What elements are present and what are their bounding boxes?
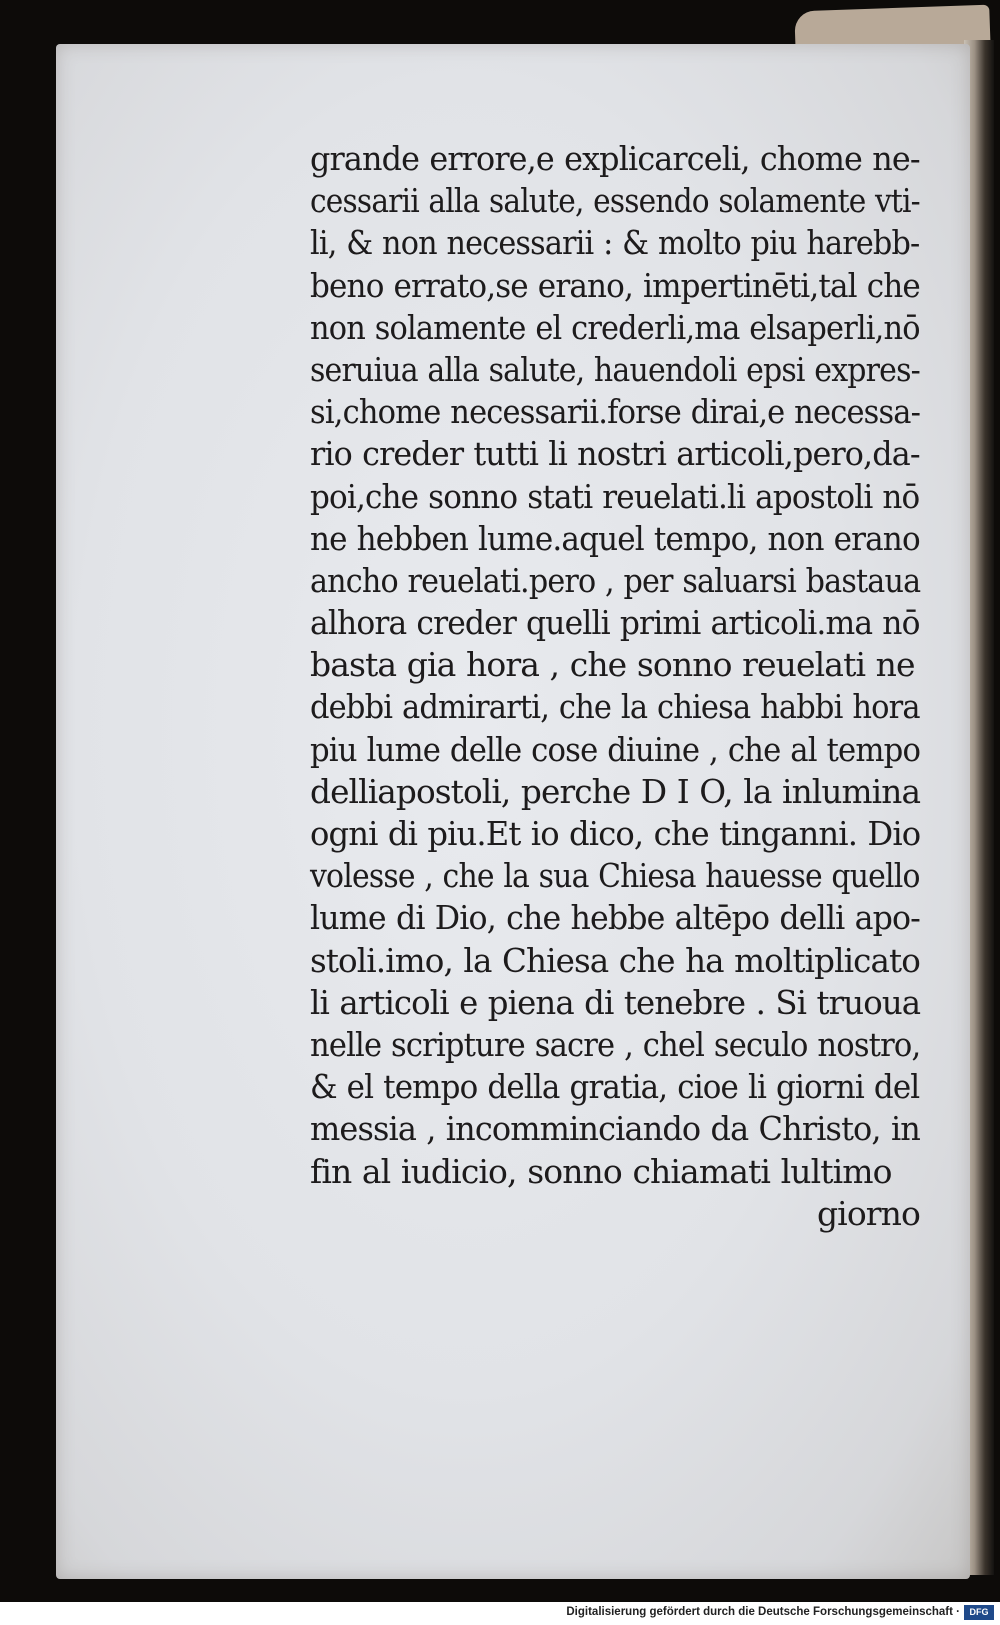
text-line: non solamente el crederli,ma elsaperli,nō [310, 307, 920, 347]
text-line: debbi admirarti, che la chiesa habbi hora [310, 687, 920, 727]
text-line: fin al iudicio, sonno chiamati lultimo [310, 1151, 892, 1191]
text-line: rio creder tutti li nostri articoli,pero,da- [310, 434, 920, 474]
text-line: beno errato,se erano, impertinēti,tal che [310, 265, 920, 305]
catchword: giorno [816, 1193, 920, 1233]
text-line: lume di Dio, che hebbe altēpo delli apo- [310, 898, 920, 938]
text-line: basta gia hora , che sonno reuelati ne [310, 645, 915, 685]
text-line: volesse , che la sua Chiesa hauesse quello [310, 856, 920, 896]
text-line: ogni di piu.Et io dico, che tinganni. Dio [310, 814, 921, 853]
text-block [310, 138, 920, 1235]
funding-credit: Digitalisierung gefördert durch die Deutsche Forschungsgemeinschaft · [566, 1606, 960, 1618]
text-line: ne hebben lume.aquel tempo, non erano [310, 518, 920, 558]
text-line: stoli.imo, la Chiesa che ha moltiplicato [310, 940, 920, 980]
text-line: messia , incomminciando da Christo, in [310, 1109, 920, 1149]
text-line: grande errore,e explicarceli, chome ne- [310, 139, 920, 178]
text-line: li articoli e piena di tenebre . Si truoua [310, 982, 921, 1022]
text-line: si,chome necessarii.forse dirai,e necessa- [310, 392, 921, 432]
footer-bar [0, 1602, 1000, 1625]
dfg-logo: DFG [964, 1605, 994, 1620]
text-line: cessarii alla salute, essendo solamente vti- [310, 181, 920, 221]
text-line: alhora creder quelli primi articoli.ma nō [310, 603, 920, 643]
book-page [56, 44, 970, 1579]
text-line: seruiua alla salute, hauendoli epsi expres- [310, 349, 920, 389]
text-line: nelle scripture sacre , chel seculo nostro, [310, 1024, 921, 1064]
text-line: & el tempo della gratia, cioe li giorni del [310, 1067, 920, 1107]
text-line: li, & non necessarii : & molto piu harebb- [310, 223, 920, 263]
text-line: ancho reuelati.pero , per saluarsi bastaua [310, 560, 921, 600]
text-line: piu lume delle cose diuine , che al tempo [310, 729, 921, 769]
text-line: poi,che sonno stati reuelati.li apostoli nō [310, 476, 920, 516]
text-line: delliapostoli, perche D I O, la inlumina [310, 771, 921, 811]
